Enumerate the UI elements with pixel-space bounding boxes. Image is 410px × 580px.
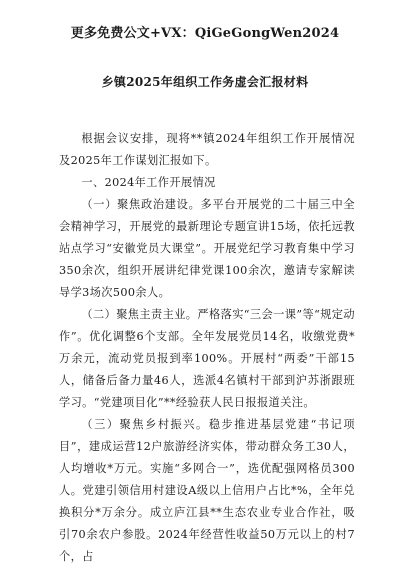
section-heading: 一、2024年工作开展情况 (81, 176, 216, 189)
paragraph-rural-revitalization: （三）聚焦乡村振兴。稳步推进基层党建“书记项目”，建成运营12户旅游经济实体，带动群众务工30人，人均增收*万元。实施“多网合一”，选优配强网格员300人。党建引领信用村建设A级以上信用户占比*%，全年兑换积分*万余分。成立庐江县**生态农业专业合作社，吸引70余农户参股。2024年经营性收益50万元以上的村7个，占 (59, 418, 355, 563)
document-body (59, 128, 355, 568)
promo-header: 更多免费公文+VX：QiGeGongWen2024 (70, 26, 340, 41)
intro-paragraph: 根据会议安排，现将**镇2024年组织工作开展情况及2025年工作谋划汇报如下。 (59, 132, 355, 167)
paragraph-main-responsibility: （二）聚焦主责主业。严格落实“三会一课”等“规定动作”。优化调整6个支部。全年发展党员14名，收缴党费*万余元，流动党员报到率100%。开展村“两委”干部15人，储备后备力量46人，选派4名镇村干部到沪苏浙跟班学习。“党建项目化”**经验获人民日报报道关注。 (59, 308, 355, 409)
document-title: 乡镇2025年组织工作务虚会汇报材料 (101, 75, 309, 89)
paragraph-political-building: （一）聚焦政治建设。多平台开展党的二十届三中全会精神学习，开展党的最新理论专题宣讲15场，依托远教站点学习“安徽党员大课堂”。开展党纪学习教育集中学习350余次，组织开展讲纪律党课100余次，邀请专家解读导学3场次500余人。 (59, 198, 355, 299)
